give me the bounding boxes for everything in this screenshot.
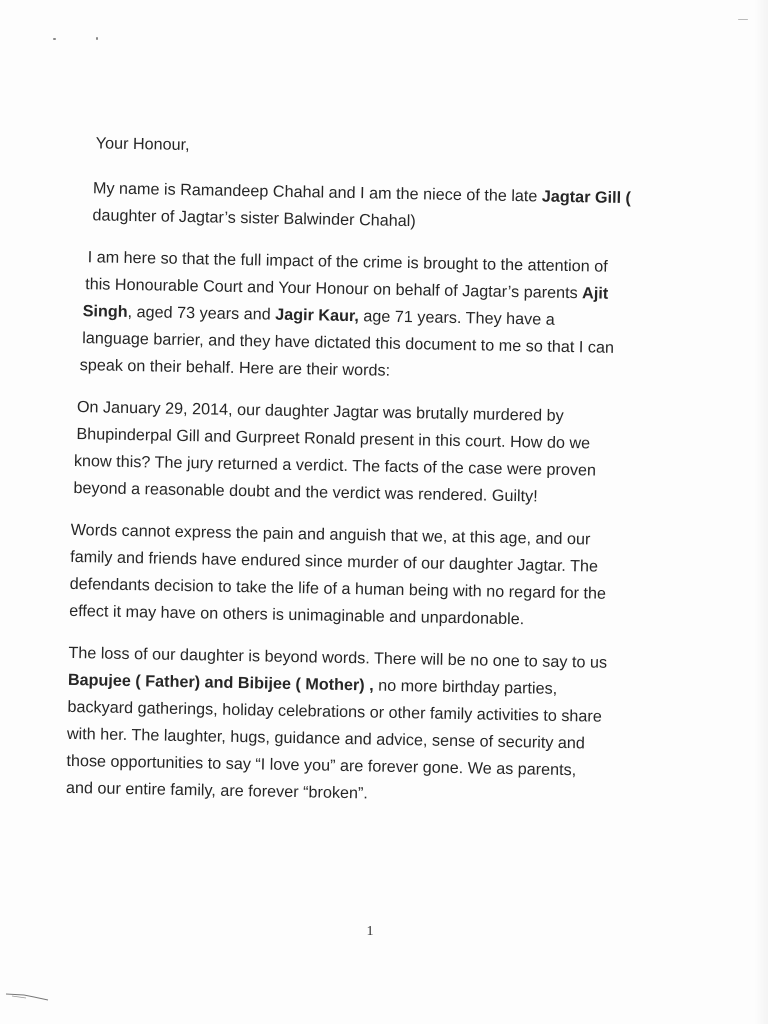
bold-name: Jagir Kaur, xyxy=(275,305,360,326)
text-segment: My name is Ramandeep Chahal and I am the niece of the late xyxy=(92,179,543,206)
scan-speck xyxy=(738,19,748,20)
scan-artifact-mark xyxy=(4,988,50,1002)
text-line: The loss of our daughter is beyond words. There will be no one to say to us xyxy=(68,643,608,672)
text-line: with her. The laughter, hugs, guidance and advice, sense of security and xyxy=(66,724,586,753)
bold-name: Jagtar Gill ( xyxy=(541,187,632,208)
bold-name: Singh xyxy=(82,302,128,321)
text-line: daughter of Jagtar’s sister Balwinder Chahal) xyxy=(92,206,416,231)
text-line: family and friends have endured since murder of our daughter Jagtar. The xyxy=(70,547,599,576)
salutation: Your Honour, xyxy=(95,134,190,155)
text-line: On January 29, 2014, our daughter Jagtar was brutally murdered by xyxy=(76,398,564,425)
text-line: those opportunities to say “I love you” are forever gone. We as parents, xyxy=(66,751,577,780)
letter-body xyxy=(65,130,677,828)
text-line: beyond a reasonable doubt and the verdict was rendered. Guilty! xyxy=(73,478,538,506)
page-edge-shadow xyxy=(754,0,768,1024)
text-line: Bhupinderpal Gill and Gurpreet Ronald present in this court. How do we xyxy=(76,425,591,453)
text-segment: this Honourable Court and Your Honour on behalf of Jagtar’s parents xyxy=(85,275,583,303)
paragraph-purpose xyxy=(73,244,675,390)
scan-speck xyxy=(53,38,56,40)
text-line: and our entire family, are forever “broken”. xyxy=(65,778,369,803)
bold-phrase: Bapujee ( Father) and Bibijee ( Mother) , xyxy=(67,670,374,695)
text-line: know this? The jury returned a verdict. The facts of the case were proven xyxy=(73,451,597,480)
text-segment: age 71 years. They have a xyxy=(358,307,555,329)
bold-name: Ajit xyxy=(581,284,609,303)
text-line: speak on their behalf. Here are their words: xyxy=(79,356,391,380)
text-line: language barrier, and they have dictated this document to me so that I can xyxy=(82,329,615,357)
text-line: effect it may have on others is unimaginable and unpardonable. xyxy=(69,601,525,629)
paragraph-introduction xyxy=(76,175,677,240)
paragraph-crime xyxy=(71,394,673,513)
text-segment: , aged 73 years and xyxy=(127,302,276,324)
paragraph-pain xyxy=(69,517,671,636)
text-line: I am here so that the full impact of the crime is brought to the attention of xyxy=(87,248,608,276)
scan-speck xyxy=(96,37,98,40)
page-number: 1 xyxy=(366,924,374,939)
paragraph-loss xyxy=(66,640,669,813)
text-segment: no more birthday parties, xyxy=(373,676,558,698)
text-line: defendants decision to take the life of a human being with no regard for the xyxy=(69,574,607,603)
text-line: backyard gatherings, holiday celebrations or other family activities to share xyxy=(67,697,602,726)
text-line: Words cannot express the pain and anguish that we, at this age, and our xyxy=(70,520,591,549)
